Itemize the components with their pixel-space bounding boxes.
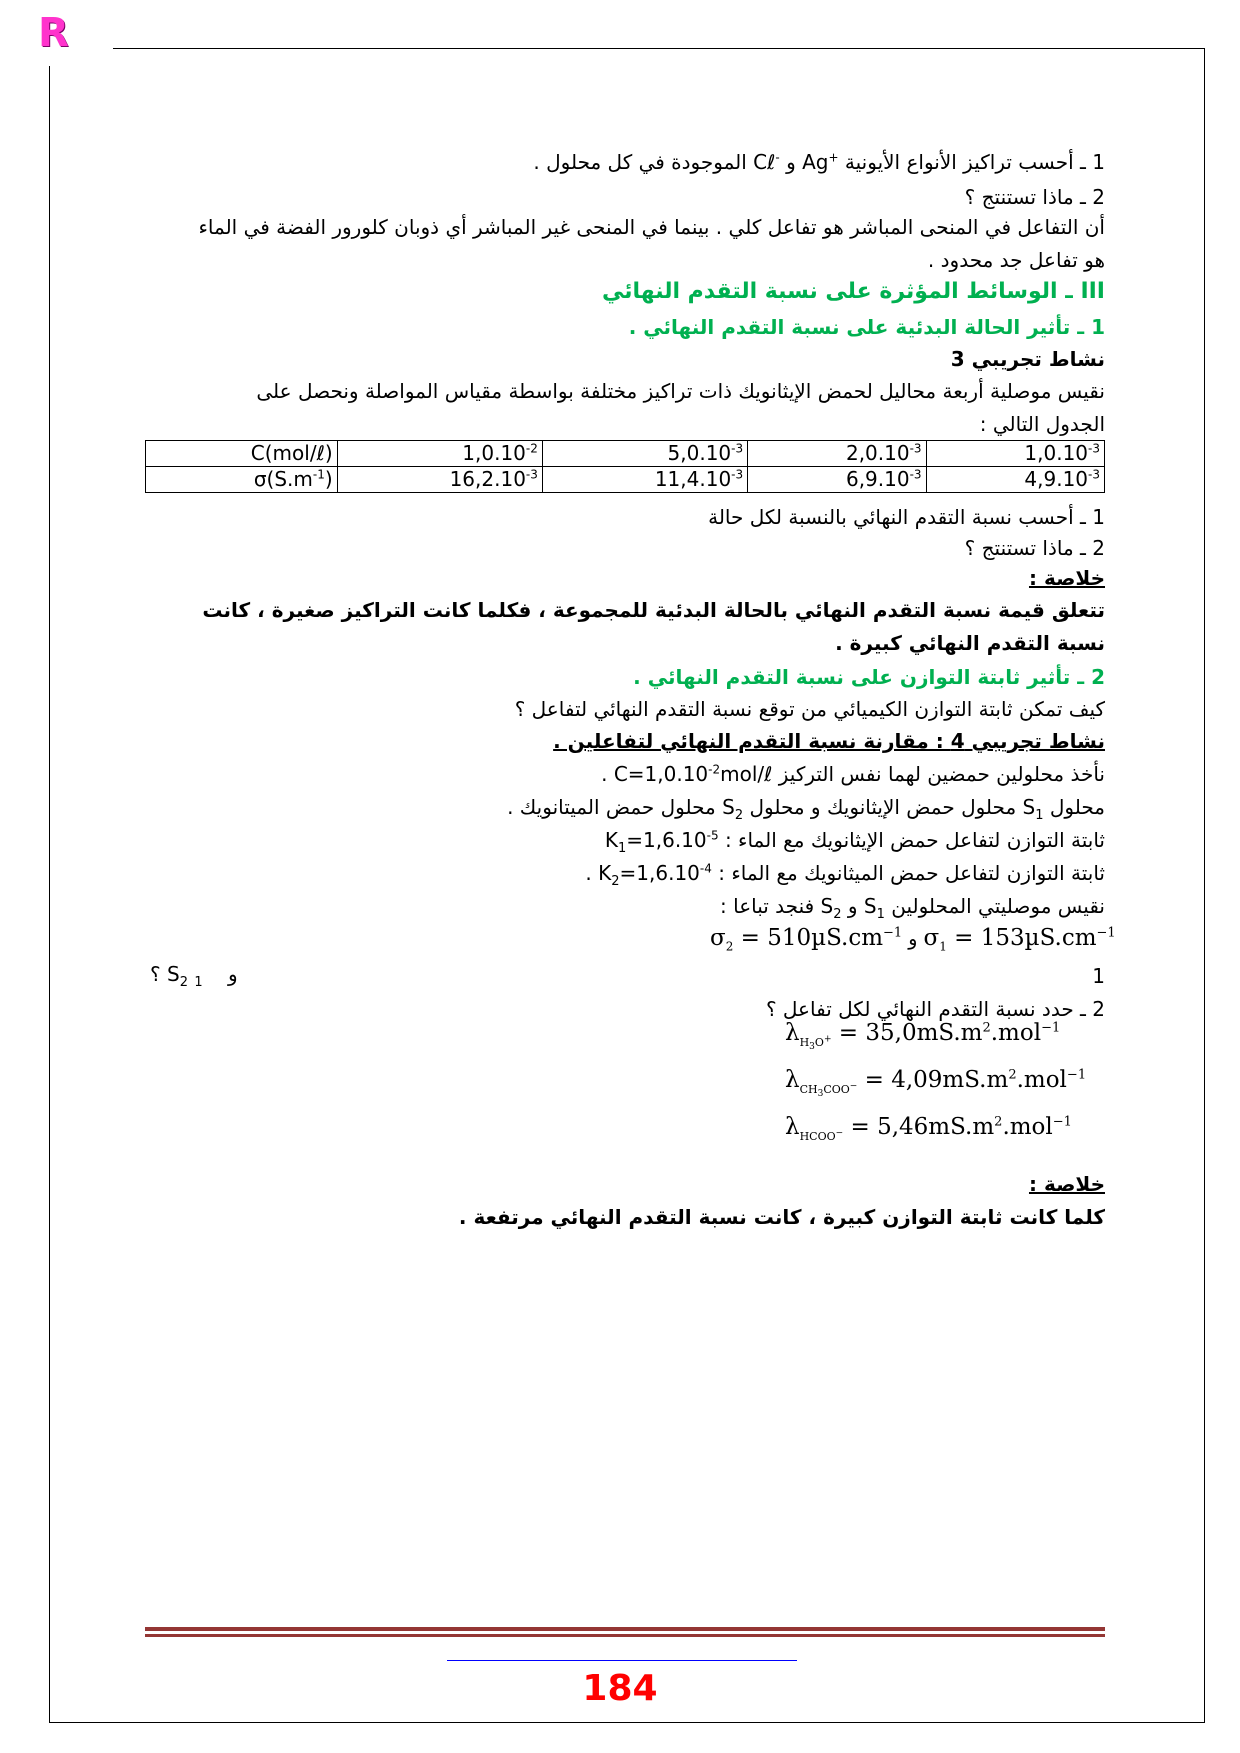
table-row: [146, 441, 1105, 467]
question-line-number: 1: [1092, 964, 1105, 988]
question-2-rate: 2 ـ حدد نسبة التقدم النهائي لكل تفاعل ؟: [765, 997, 1105, 1021]
question-2: 2 ـ ماذا تستنتج ؟: [964, 185, 1105, 209]
table-cell: $1,0.10^{-2}$: [337, 441, 542, 467]
table-cell: $16,2.10^{-3}$: [337, 467, 542, 493]
page-number: 184: [582, 1668, 658, 1709]
activity-4-title: نشاط تجريبي 4 : مقارنة نسبة التقدم النهائي لتفاعلين .: [553, 729, 1105, 753]
table-cell: $6,9.10^{-3}$: [748, 467, 926, 493]
activity-4-line-1: نأخذ محلولين حمضين لهما نفس التركيز $C=1,0.10^{-2}mol/\ell$ .: [601, 762, 1105, 786]
footer-rule-thin: [145, 1634, 1105, 1637]
answer-paragraph: أن التفاعل في المنحى المباشر هو تفاعل كلي . بينما في المنحى غير المباشر أي ذوبان كلورور الفضة في الماء هو تفاعل جد محدود .: [198, 215, 1105, 272]
footer-link-underline: [447, 1660, 797, 1661]
conclusion-2-label: خلاصة :: [1028, 1172, 1105, 1196]
conductivity-values: $\sigma_2 = 510\mu S.cm^{-1}$ و $\sigma_1 = 153\mu S.cm^{-1}$: [710, 925, 1116, 954]
question-fragment: ؟ $S_2$ و $_1$: [150, 962, 238, 990]
frame-right-border: [1204, 48, 1205, 1722]
activity-4-line-5: نقيس موصليتي المحلولين $S_1$ و $S_2$ فنجد تباعا :: [720, 894, 1105, 922]
molar-conductivity-formula: $\lambda_{CH_3COO^-} = 4,09mS.m^2.mol^{-1}$: [785, 1067, 1087, 1099]
table-cell: $2,0.10^{-3}$: [748, 441, 926, 467]
table-cell: $4,9.10^{-3}$: [926, 467, 1104, 493]
conclusion-2-text: كلما كانت ثابتة التوازن كبيرة ، كانت نسبة التقدم النهائي مرتفعة .: [458, 1205, 1105, 1229]
subsection-2-title: 2 ـ تأثير ثابتة التوازن على نسبة التقدم النهائي .: [633, 665, 1105, 689]
activity-4-line-4: ثابتة التوازن لتفاعل حمض الميثانويك مع الماء : $K_2=1,6.10^{-4}$ .: [585, 861, 1105, 889]
activity-3-title: نشاط تجريبي 3: [950, 347, 1105, 371]
frame-left-border: [49, 66, 50, 1722]
frame-top-border: [113, 48, 1204, 49]
subsection-2-question: كيف تمكن ثابتة التوازن الكيميائي من توقع نسبة التقدم النهائي لتفاعل ؟: [514, 697, 1105, 721]
table-row: [146, 467, 1105, 493]
logo-mark: R: [38, 10, 69, 56]
conclusion-1-label: خلاصة :: [1028, 566, 1105, 590]
molar-conductivity-formula: $\lambda_{HCOO^-} = 5,46mS.m^2.mol^{-1}$: [785, 1114, 1072, 1143]
activity-4-line-2: محلول $S_1$ محلول حمض الإيثانويك و محلول $S_2$ محلول حمض الميتانويك .: [507, 795, 1105, 823]
table-row-label: C(mol/ℓ): [146, 441, 338, 467]
subsection-1-title: 1 ـ تأثير الحالة البدئية على نسبة التقدم النهائي .: [628, 315, 1105, 339]
activity-3-text: نقيس موصلية أربعة محاليل لحمض الإيثانويك ذات تراكيز مختلفة بواسطة مقياس المواصلة ونحصل على الجدول التالي :: [256, 379, 1105, 436]
conductivity-table: [145, 440, 1105, 493]
molar-conductivity-formula: $\lambda_{H_3O^+} = 35,0mS.m^2.mol^{-1}$: [785, 1020, 1061, 1052]
frame-bottom-border: [49, 1722, 1205, 1723]
table-question-2: 2 ـ ماذا تستنتج ؟: [964, 536, 1105, 560]
section-3-title: III ـ الوسائط المؤثرة على نسبة التقدم النهائي: [601, 279, 1105, 304]
activity-4-line-3: ثابتة التوازن لتفاعل حمض الإيثانويك مع الماء : $K_1=1,6.10^{-5}$: [604, 828, 1105, 856]
table-cell: $1,0.10^{-3}$: [926, 441, 1104, 467]
table-cell: $11,4.10^{-3}$: [542, 467, 747, 493]
question-1: 1 ـ أحسب تراكيز الأنواع الأيونية Ag+ و Cℓ- الموجودة في كل محلول .: [533, 150, 1105, 174]
table-row-label: $\sigma(S.m^{-1})$: [146, 467, 338, 493]
conclusion-1-text: تتعلق قيمة نسبة التقدم النهائي بالحالة البدئية للمجموعة ، فكلما كانت التراكيز صغيرة ، كانت نسبة التقدم النهائي كبيرة .: [202, 598, 1105, 655]
table-cell: $5,0.10^{-3}$: [542, 441, 747, 467]
footer-rule: [145, 1627, 1105, 1631]
table-question-1: 1 ـ أحسب نسبة التقدم النهائي بالنسبة لكل حالة: [708, 505, 1105, 529]
